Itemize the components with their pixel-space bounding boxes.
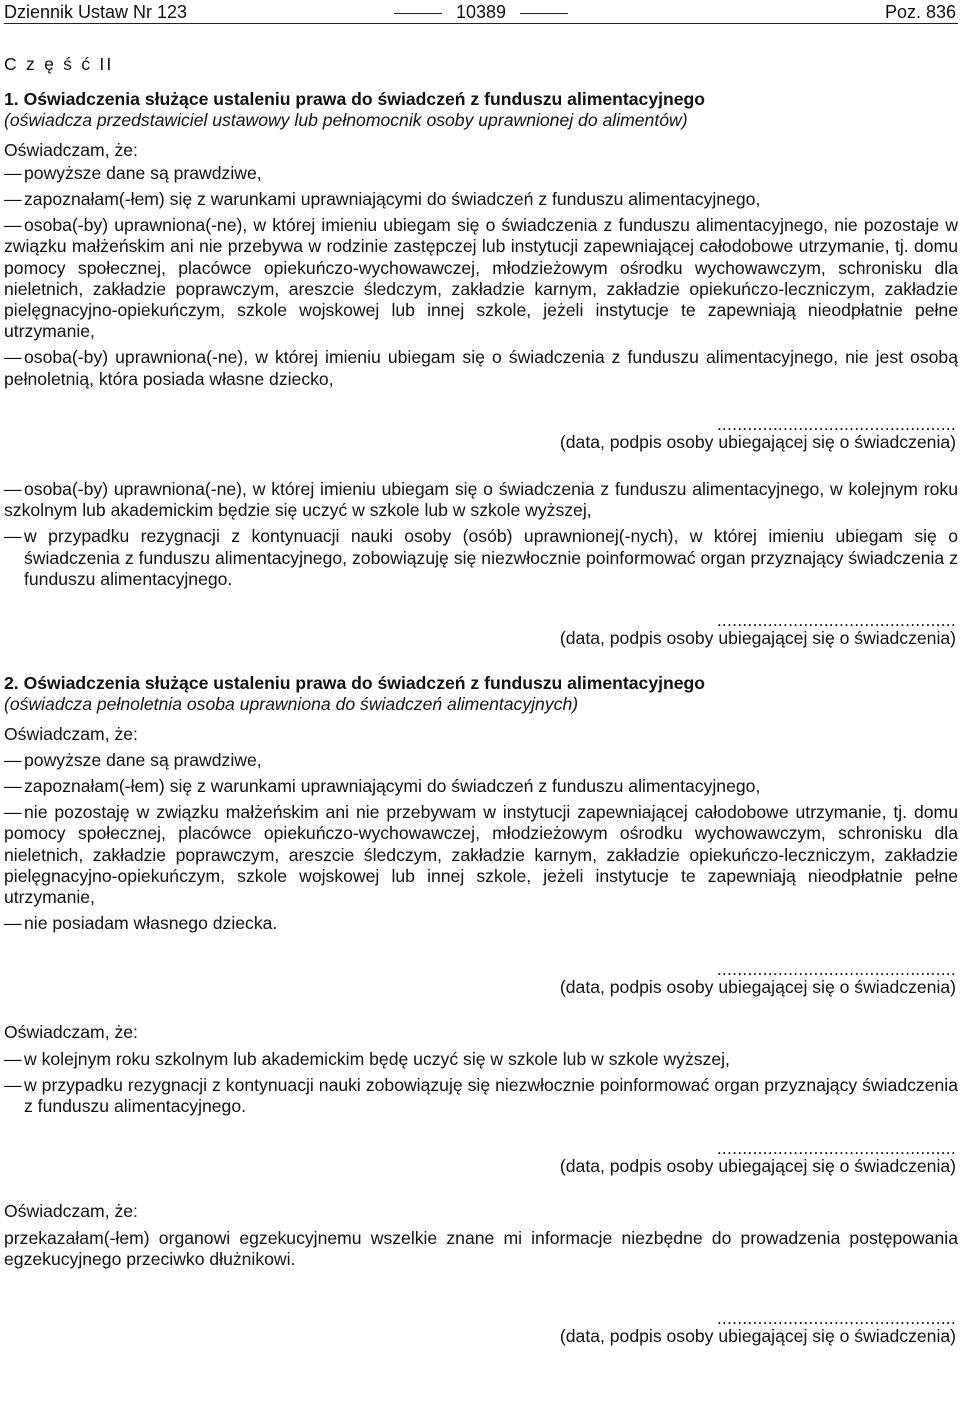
- signature-line: ...............................................: [716, 1137, 956, 1158]
- signature-line: ...............................................: [716, 1308, 956, 1329]
- section-1-declare: Oświadczam, że:: [4, 139, 138, 160]
- statement-item: [4, 526, 958, 590]
- signature-line: ...............................................: [716, 610, 956, 631]
- statement-item: [4, 802, 958, 908]
- section-2-title: [4, 673, 958, 694]
- statement-item: [4, 776, 958, 797]
- statement-item: [4, 750, 958, 771]
- section-2-title-text: Oświadczenia służące ustaleniu prawa do świadczeń z funduszu alimentacyjnego: [23, 673, 706, 694]
- dash-bullet: —: [4, 479, 22, 500]
- signature-block: [4, 1137, 956, 1177]
- dash-bullet: —: [4, 526, 22, 547]
- statement-item: [4, 163, 958, 184]
- dash-bullet: —: [4, 913, 22, 934]
- statement-text: nie posiadam własnego dziecka.: [24, 913, 278, 934]
- statement-item: [4, 189, 958, 210]
- signature-caption: (data, podpis osoby ubiegającej się o świadczenia): [559, 628, 956, 649]
- signature-block: [4, 958, 956, 998]
- dash-bullet: —: [4, 749, 22, 770]
- journal-title: Dziennik Ustaw Nr 123: [4, 2, 188, 22]
- position-number: Poz. 836: [884, 2, 956, 22]
- dash-bullet: —: [4, 189, 22, 210]
- signature-block: [4, 1310, 956, 1347]
- statement-item: [4, 479, 958, 521]
- statement-text: osoba(-by) uprawniona(-ne), w której imieniu ubiegam się o świadczenia z funduszu alimentacyjnego, w kolejnym roku szkolnym lub akademickim będzie się uczyć w szkole lub w szkole wyższej,: [4, 479, 958, 521]
- section-1-subtitle: (oświadcza przedstawiciel ustawowy lub pełnomocnik osoby uprawnionej do alimentów): [4, 110, 688, 131]
- statement-item: [4, 215, 958, 342]
- signature-caption: (data, podpis osoby ubiegającej się o świadczenia): [559, 1155, 956, 1176]
- signature-caption: (data, podpis osoby ubiegającej się o świadczenia): [559, 431, 956, 452]
- signature-line: ...............................................: [716, 958, 956, 979]
- section-1-title: [4, 89, 958, 110]
- section-1-number: 1.: [4, 89, 19, 110]
- page-number-dash-left: [394, 13, 442, 14]
- statement-item: [4, 1075, 958, 1117]
- dash-bullet: —: [4, 1075, 22, 1096]
- section-1-title-text: Oświadczenia służące ustaleniu prawa do świadczeń z funduszu alimentacyjnego: [23, 89, 706, 110]
- statement-item: [4, 913, 958, 934]
- page-number-value: 10389: [455, 2, 507, 22]
- statement-item: [4, 347, 958, 389]
- statement-item: [4, 1049, 958, 1070]
- part-title: C z ę ś ć II: [4, 54, 114, 74]
- page-number: [4, 1, 958, 23]
- statement-text: powyższe dane są prawdziwe,: [24, 162, 262, 183]
- statement-text: w przypadku rezygnacji z kontynuacji nauki osoby (osób) uprawnionej(-nych), w której imieniu ubiegam się o świadczenia z funduszu alimentacyjnego, zobowiązuję się niezwłocznie poinformować organ przyznający świadczenia z funduszu alimentacyjnego.: [24, 526, 958, 589]
- statement-text: w przypadku rezygnacji z kontynuacji nauki zobowiązuję się niezwłocznie poinformować organ przyznający świadczenia z funduszu alimentacyjnego.: [24, 1075, 958, 1117]
- page-header: [4, 0, 958, 24]
- statement-text: osoba(-by) uprawniona(-ne), w której imieniu ubiegam się o świadczenia z funduszu alimentacyjnego, nie pozostaje w związku małżeńskim ani nie przebywa w rodzinie zastępczej lub instytucji zapewniającej całodobowe utrzymanie, tj. domu pomocy społecznej, placówce opiekuńczo-wychowawczej, młodzieżowym ośrodku wychowawczym, schronisku dla nieletnich, zakładzie poprawczym, areszcie śledczym, zakładzie karnym, zakładzie opiekuńczo-leczniczym, zakładzie pielęgnacyjno-opiekuńczym, szkole wojskowej lub innej szkole, jeżeli instytucje te zapewniają nieodpłatnie pełne utrzymanie,: [4, 215, 958, 342]
- statement-text: zapoznałam(-łem) się z warunkami uprawniającymi do świadczeń z funduszu alimentacyjnego,: [24, 189, 761, 210]
- section-1: [4, 89, 958, 649]
- signature-block: [4, 413, 956, 453]
- section-2-number: 2.: [4, 673, 19, 694]
- signature-block: [4, 612, 956, 649]
- statement-text: zapoznałam(-łem) się z warunkami uprawniającymi do świadczeń z funduszu alimentacyjnego,: [24, 776, 761, 797]
- statement-text: w kolejnym roku szkolnym lub akademickim będę uczyć się w szkole lub w szkole wyższej,: [24, 1048, 730, 1069]
- dash-bullet: —: [4, 215, 22, 236]
- section-2: [4, 673, 958, 1347]
- statement-text: nie pozostaję w związku małżeńskim ani nie przebywam w instytucji zapewniającej całodobowe utrzymanie, tj. domu pomocy społecznej, placówce opiekuńczo-wychowawczej, młodzieżowym ośrodku wychowawczym, schronisku dla nieletnich, zakładzie poprawczym, areszcie śledczym, zakładzie karnym, zakładzie opiekuńczo-leczniczym, zakładzie pielęgnacyjno-opiekuńczym, szkole wojskowej lub innej szkole, jeżeli instytucje te zapewniają nieodpłatnie pełne utrzymanie,: [4, 802, 958, 908]
- statement-text: osoba(-by) uprawniona(-ne), w której imieniu ubiegam się o świadczenia z funduszu alimentacyjnego, nie jest osobą pełnoletnią, która posiada własne dziecko,: [4, 347, 958, 389]
- dash-bullet: —: [4, 162, 22, 183]
- signature-caption: (data, podpis osoby ubiegającej się o świadczenia): [559, 976, 956, 997]
- dash-bullet: —: [4, 1048, 22, 1069]
- section-2-declare-2: Oświadczam, że:: [4, 1021, 138, 1042]
- section-2-subtitle: (oświadcza pełnoletnia osoba uprawniona do świadczeń alimentacyjnych): [4, 694, 579, 715]
- dash-bullet: —: [4, 802, 22, 823]
- statement-text: powyższe dane są prawdziwe,: [24, 749, 262, 770]
- dash-bullet: —: [4, 347, 22, 368]
- signature-caption: (data, podpis osoby ubiegającej się o świadczenia): [559, 1326, 956, 1347]
- dash-bullet: —: [4, 776, 22, 797]
- section-2-declare-3: Oświadczam, że:: [4, 1200, 138, 1221]
- page-number-dash-right: [520, 13, 568, 14]
- section-2-declare: Oświadczam, że:: [4, 723, 138, 744]
- signature-line: ...............................................: [716, 413, 956, 434]
- final-statement: przekazałam(-łem) organowi egzekucyjnemu wszelkie znane mi informacje niezbędne do prowadzenia postępowania egzekucyjnego przeciwko dłużnikowi.: [4, 1227, 958, 1270]
